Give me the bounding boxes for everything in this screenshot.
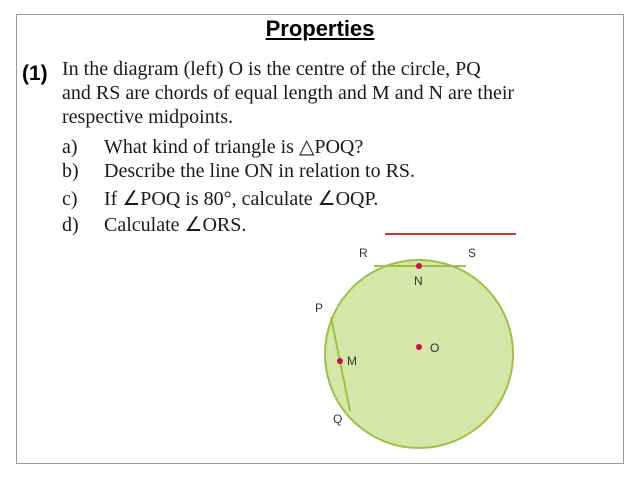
part-c-label: c) — [62, 188, 78, 210]
label-o: O — [430, 341, 440, 355]
label-p: P — [315, 301, 324, 315]
part-a-text: What kind of triangle is △POQ? — [104, 136, 364, 158]
part-a-label: a) — [62, 136, 78, 158]
part-b-label: b) — [62, 160, 79, 182]
label-r: R — [359, 246, 368, 260]
intro-line-3: respective midpoints. — [62, 106, 234, 128]
point-n-dot — [416, 263, 422, 269]
part-c-text: If ∠POQ is 80°, calculate ∠OQP. — [104, 188, 379, 210]
slide-title: Properties — [265, 16, 375, 41]
label-s: S — [468, 246, 477, 260]
label-q: Q — [333, 412, 343, 426]
part-d-text: Calculate ∠ORS. — [104, 214, 247, 236]
point-o-dot — [416, 344, 422, 350]
part-b-text: Describe the line ON in relation to RS. — [104, 160, 416, 182]
intro-line-2: and RS are chords of equal length and M and N are their — [62, 82, 515, 104]
part-d-label: d) — [62, 214, 79, 236]
point-m-dot — [337, 358, 343, 364]
label-n: N — [414, 274, 423, 288]
question-number: (1) — [22, 62, 48, 85]
label-m: M — [347, 354, 357, 368]
intro-line-1: In the diagram (left) O is the centre of the circle, PQ — [62, 58, 481, 80]
